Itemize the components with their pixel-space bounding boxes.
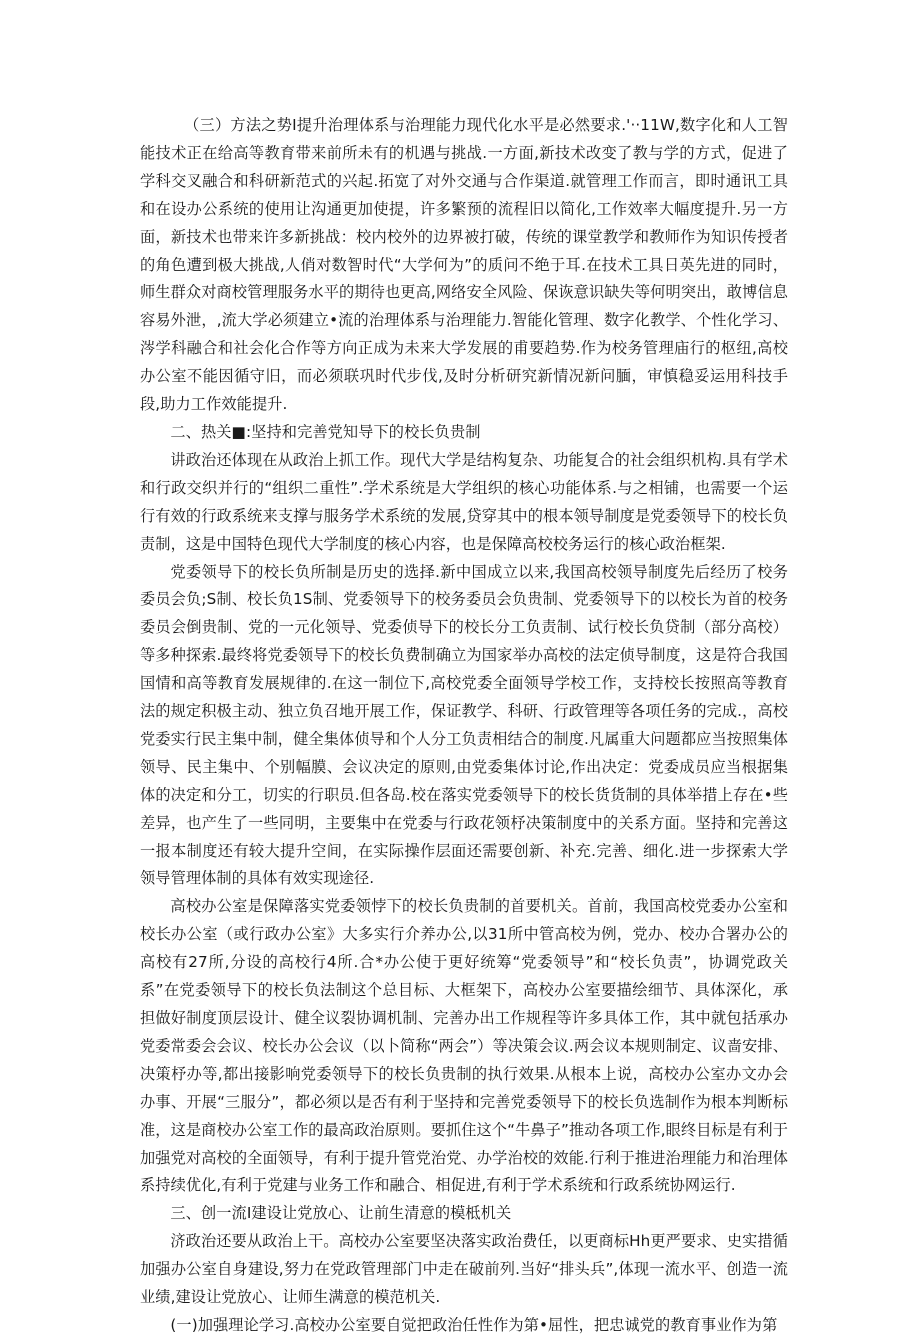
document-page — [140, 112, 788, 1340]
paragraph-politics-work: 讲政治还体现在从政治上抓工作。现代大学是结构复杂、功能复合的社会组织机构.具有学术和行政交织并行的“组织二重性”.学术系统是大学组织的核心功能体系.与之相铺，也需要一个运行有效的行政系统来支撑与服务学术系统的发展,贷穿其中的根本领导制度是党委领导下的校长负责制，这是中国特色现代大学制度的核心内容，也是保障高校校务运行的核心政治框架. — [140, 450, 788, 553]
paragraph-office-role: 高校办公室是保障落实党委领悖下的校长负贵制的首要机关。首前，我国高校党委办公室和校长办公室（或行政办公室》大多实行介养办公,以31所中管高校为例，党办、校办合署办公的高校有27所,分设的高校行4所.合*办公使于更好统筹“党委领导”和“校长负责”，协调党政关系”在党委领导下的校长负法制这个总目标、大框架下，高校办公室要描绘细节、具体深化，承担做好制度顶层设计、健全议裂协调机制、完善办出工作规程等许多具体工作，其中就包括承办党委常委会会议、校长办公会议（以卜简称“两会”）等决策会议.两会议本规则制定、议啬安排、决策杼办等,都出接影响党委领导下的校长负贵制的执行效果.从根本上说，高校办公室办文办会办事、开展“三服分”，都必须以是否有利于坚持和完善党委领导下的校长负选制作为根本判断标准，这是商校办公室工作的最高政治原则。要抓住这个“牛鼻子”推动各项工作,眼终目标是有利于加强党对高校的全面领导，有利于提升管党治党、办学治校的效能.行利于推进治理能力和治理体系持续优化,有利于党建与业务工作和融合、相促进,有利于学术系统和行政系统协网运行. — [140, 897, 788, 1195]
section-heading-2: 二、热关■:坚持和完善党知导下的校长负贵制 — [170, 422, 481, 441]
paragraph-politics-do: 济政治还要从政治上干。高校办公室要坚决落实政治费任，以更商标Hh更严要求、史实措循加强办公室自身建设,努力在党政管理部门中走在破前列.当好“排头兵”,体现一流水平、创造一流业绩,建设让党放心、让师生满意的模范机关. — [140, 1232, 788, 1307]
section-heading-3: 三、创一流I建设让党放心、让前生清意的模柢机关 — [170, 1204, 512, 1223]
paragraph-theory-study: (一)加强理论学习.高校办公室要自觉把政治任性作为第•屈性，把忠诚党的教育事业作为第 — [170, 1315, 778, 1334]
paragraph-history-choice: 党委领导下的校长负所制是历史的选择.新中国成立以来,我国高校领导制度先后经历了校务委员会负;S制、校长负1S制、党委领导下的校务委员会负贵制、党委领导下的以校长为首的校务委员会倒贵制、党的一元化领导、党委侦导下的校长分工负责制、试行校长负贷制（部分高校）等多种探索.最终将党委领导下的校长负费制确立为国家举办高校的法定侦导制度，这是符合我国国情和高等教育发展规律的.在这一制位下,高校党委全面领导学校工作，支持校长按照高等教育法的规定积极主动、独立负召地开展工作，保证教学、科研、行政管理等各项任务的完成.，高校党委实行民主集中制，健全集体侦导和个人分工负责相结合的制度.凡属重大问题都应当按照集体领导、民主集中、个别幅膜、会议决定的原则,由党委集体讨论,作出决定：党委成员应当根据集体的决定和分工，切实的行职员.但各岛.校在落实党委领导下的校长货货制的具体举措上存在•些差异，也产生了一些同明，主要集中在党委与行政花领杼决策制度中的关系方面。坚持和完善这一报本制度还有较大提升空间，在实际操作层面还需要创新、补充.完善、细化.进一步探索大学领导管理体制的具体有效实现途径. — [140, 562, 788, 888]
paragraph-methods: （三）方法之势I提升治理体系与治理能力现代化水平是必然要求.'··11W,数字化和人工智能技术正在给高等教育带来前所未有的机遇与挑战.一方面,新技术改变了教与学的方式，促进了学科交叉融合和科研新范式的兴起.拓宽了对外交通与合作渠道.就管理工作而言，即时通讯工具和在设办公系统的使用让沟通更加使提，许多繁预的流程旧以简化,工作效率大幅度提升.另一方面，新技术也带来许多新挑战：校内校外的边界被打破，传统的课堂教学和教师作为知识传授者的角色遭到极大挑战,人俏对数智时代“大学何为”的质问不绝于耳.在技术工具日英先进的同时，师生群众对商校管理服务水平的期待也更高,网络安全风险、保诙意识缺失等何明突出，敢博信息容易外泄，,流大学必须建立•流的治理体系与治理能力.智能化管理、数字化教学、个性化学习、涔学科融合和社会化合作等方向正成为未来大学发展的甫要趋势.作为校务管理庙行的枢纽,高校办公室不能因循守旧，而必须联巩时代步伐,及时分析研究新情况新问腼，审慎稳妥运用科技手段,助力工作效能提升. — [140, 116, 788, 414]
